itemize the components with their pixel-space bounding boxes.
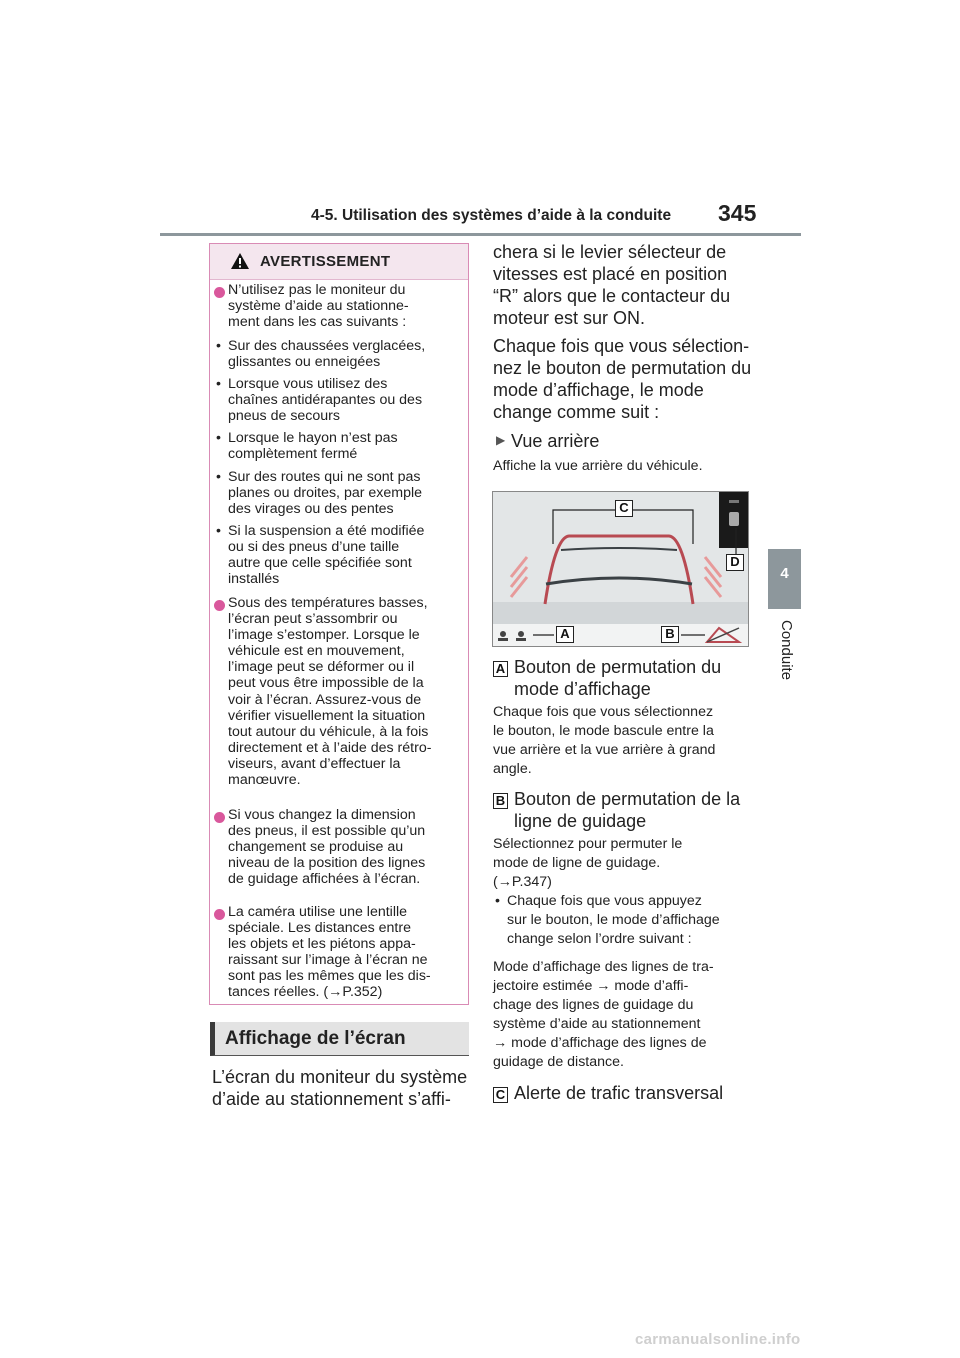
callout-b: B — [661, 626, 679, 643]
chapter-tab: 4 — [768, 549, 801, 609]
view-description: Affiche la vue arrière du véhicule. — [493, 458, 703, 474]
warning-sub-item: • Lorsque vous utilisez des chaînes antidérapantes ou des pneus de secours — [216, 376, 423, 425]
callout-c: C — [615, 500, 633, 517]
section-title: Affichage de l’écran — [225, 1028, 406, 1049]
item-letter-c: C — [493, 1087, 508, 1103]
page-number: 345 — [718, 200, 757, 226]
item-b-bullet: • Chaque fois que vous appuyez sur le bouton, le mode d’affichage change selon l’ordre suivant : — [495, 893, 720, 947]
header-rule — [160, 233, 801, 236]
callout-d: D — [726, 554, 744, 571]
item-b-title: Bouton de permutation de la ligne de guidage — [514, 789, 741, 831]
bullet-icon — [214, 909, 225, 920]
warning-sub-item: • Si la suspension a été modifiée ou si des pneus d’une taille autre que celle spécifiée sont installés — [216, 523, 425, 588]
bullet-icon — [214, 600, 225, 611]
section-header — [210, 1022, 469, 1056]
item-a-description: Chaque fois que vous sélectionnez le bouton, le mode bascule entre la vue arrière et la vue arrière à grand angle. — [493, 704, 716, 777]
warning-para-3: Si vous changez la dimension des pneus, il est possible qu’un changement se produise au niveau de la position des lignes de guidage affichées à l’écran. — [228, 807, 426, 888]
item-b-description: Sélectionnez pour permuter le mode de ligne de guidage. (→P.347) — [493, 836, 683, 890]
warning-box — [209, 243, 469, 1005]
warning-sub-item: • Sur des routes qui ne sont pas planes ou droites, par exemple des virages ou des pentes — [216, 469, 423, 518]
intro-paragraph: L’écran du moniteur du système d’aide au stationnement s’affi- — [212, 1067, 468, 1109]
warning-title: AVERTISSEMENT — [260, 253, 391, 270]
bullet-icon — [214, 287, 225, 298]
watermark: carmanualsonline.info — [635, 1331, 801, 1348]
warning-triangle-icon — [230, 252, 250, 270]
view-title: Vue arrière — [511, 431, 600, 451]
mode-paragraph: Chaque fois que vous sélection- nez le bouton de permutation du mode d’affichage, le mode change comme suit : — [493, 336, 752, 422]
intro-paragraph-cont: chera si le levier sélecteur de vitesses est placé en position “R” alors que le contacteur du moteur est sur ON. — [493, 242, 731, 328]
running-header-title: 4-5. Utilisation des systèmes d’aide à la conduite — [311, 207, 672, 224]
warning-para-2: Sous des températures basses, l’écran peut s’assombrir ou l’image s’estomper. Lorsque le véhicule est en mouvement, l’image peut se déformer ou il peut vous être impossible de la voir à l’écran. Assurez-vous de vérifier visuellement la situation tout autour du véhicule, à la fois directement et à l’aide des rétro- viseurs, avant d’effectuer la manœuvre. — [228, 595, 432, 789]
item-letter-b: B — [493, 793, 508, 809]
warning-para-4: La caméra utilise une lentille spéciale. Les distances entre les objets et les piétons appa- raissant sur l’image à l’écran ne sont pas les mêmes que les dis- tances réelles. (→P.352) — [228, 904, 431, 1001]
warning-para-1: N’utilisez pas le moniteur du système d’aide au stationne- ment dans les cas suivants : — [228, 282, 409, 331]
item-c-title: Alerte de trafic transversal — [514, 1083, 724, 1103]
chapter-label: Conduite — [778, 620, 795, 681]
warning-sub-item: • Lorsque le hayon n’est pas complètement fermé — [216, 430, 398, 463]
warning-header — [210, 244, 468, 280]
warning-sub-item: • Sur des chaussées verglacées, glissantes ou enneigées — [216, 338, 426, 371]
item-letter-a: A — [493, 661, 508, 677]
callout-a: A — [556, 626, 574, 643]
bullet-icon — [214, 812, 225, 823]
item-a-title: Bouton de permutation du mode d’affichage — [514, 657, 722, 699]
camera-screen-illustration — [492, 491, 749, 647]
triangle-bullet-icon: ▶ — [496, 433, 506, 447]
item-b-sequence: Mode d’affichage des lignes de tra- jectoire estimée → mode d’affi- chage des lignes de guidage du système d’aide au stationnement → mode d’affichage des lignes de guidage de distance. — [493, 959, 714, 1070]
